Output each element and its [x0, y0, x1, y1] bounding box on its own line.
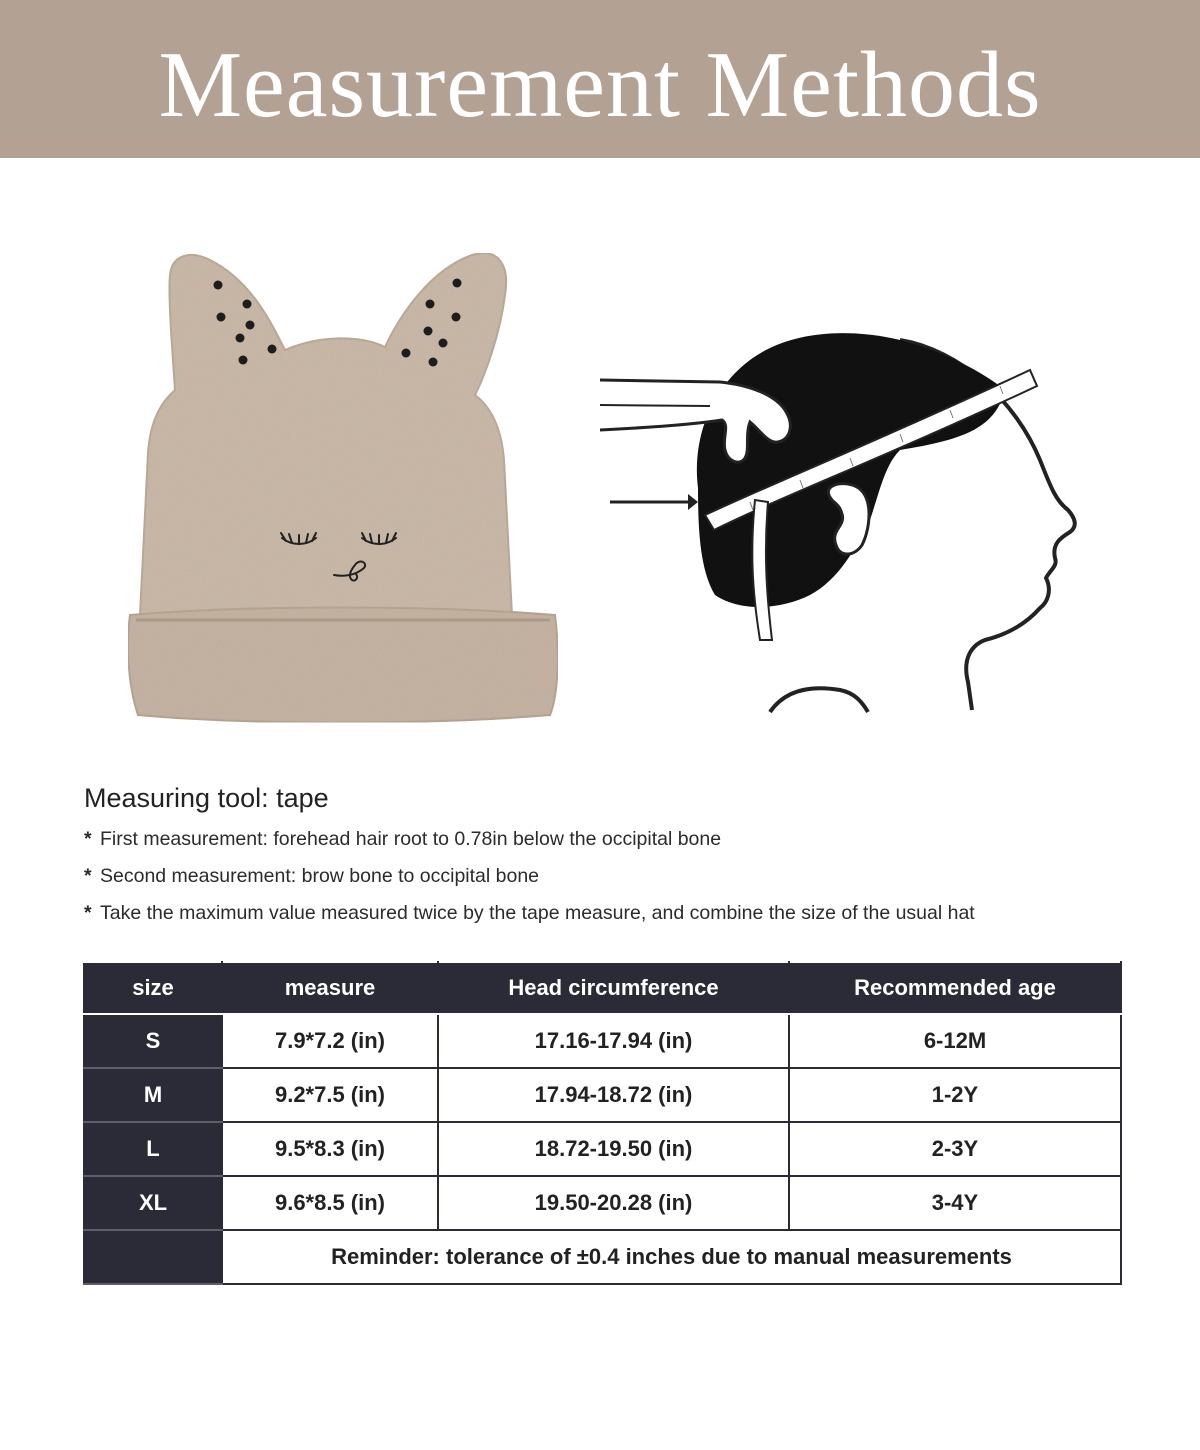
table-row: [84, 1068, 1121, 1122]
size-cell: M: [84, 1068, 222, 1122]
size-cell: S: [84, 1014, 222, 1068]
hat-image: [100, 225, 580, 735]
measuring-info: [84, 783, 1134, 939]
head-cell: 17.94-18.72 (in): [438, 1068, 789, 1122]
title-banner: [0, 0, 1200, 158]
size-cell: XL: [84, 1176, 222, 1230]
age-cell: 6-12M: [789, 1014, 1121, 1068]
head-cell: 17.16-17.94 (in): [438, 1014, 789, 1068]
measurement-step: * Take the maximum value measured twice by the tape measure, and combine the size of the usual hat: [84, 902, 975, 924]
head-diagram: [600, 290, 1120, 720]
measure-cell: 9.6*8.5 (in): [222, 1176, 438, 1230]
size-cell: L: [84, 1122, 222, 1176]
age-cell: 1-2Y: [789, 1068, 1121, 1122]
reminder-row: [84, 1230, 1121, 1284]
measurement-step: * Second measurement: brow bone to occipital bone: [84, 865, 540, 887]
age-cell: 2-3Y: [789, 1122, 1121, 1176]
table-header-row: [84, 962, 1121, 1014]
table-row: [84, 1014, 1121, 1068]
size-chart-table: [83, 961, 1122, 1285]
head-cell: 18.72-19.50 (in): [438, 1122, 789, 1176]
reminder-spacer-cell: [84, 1230, 222, 1284]
bullet-marker: *: [84, 828, 92, 850]
tolerance-reminder: Reminder: tolerance of ±0.4 inches due to manual measurements: [222, 1230, 1121, 1284]
head-cell: 19.50-20.28 (in): [438, 1176, 789, 1230]
table-row: [84, 1176, 1121, 1230]
header-size: size: [84, 962, 222, 1014]
measuring-tool-heading: Measuring tool: tape: [84, 783, 329, 813]
measure-cell: 7.9*7.2 (in): [222, 1014, 438, 1068]
table-row: [84, 1122, 1121, 1176]
measurement-steps: [84, 828, 1134, 939]
header-measure: measure: [222, 962, 438, 1014]
page-title: Measurement Methods: [158, 33, 1042, 137]
measurement-step: * First measurement: forehead hair root to 0.78in below the occipital bone: [84, 828, 722, 850]
measure-cell: 9.2*7.5 (in): [222, 1068, 438, 1122]
header-head-circumference: Head circumference: [438, 962, 789, 1014]
bullet-marker: *: [84, 865, 92, 887]
header-recommended-age: Recommended age: [789, 962, 1121, 1014]
measure-cell: 9.5*8.3 (in): [222, 1122, 438, 1176]
bullet-marker: *: [84, 902, 92, 924]
age-cell: 3-4Y: [789, 1176, 1121, 1230]
